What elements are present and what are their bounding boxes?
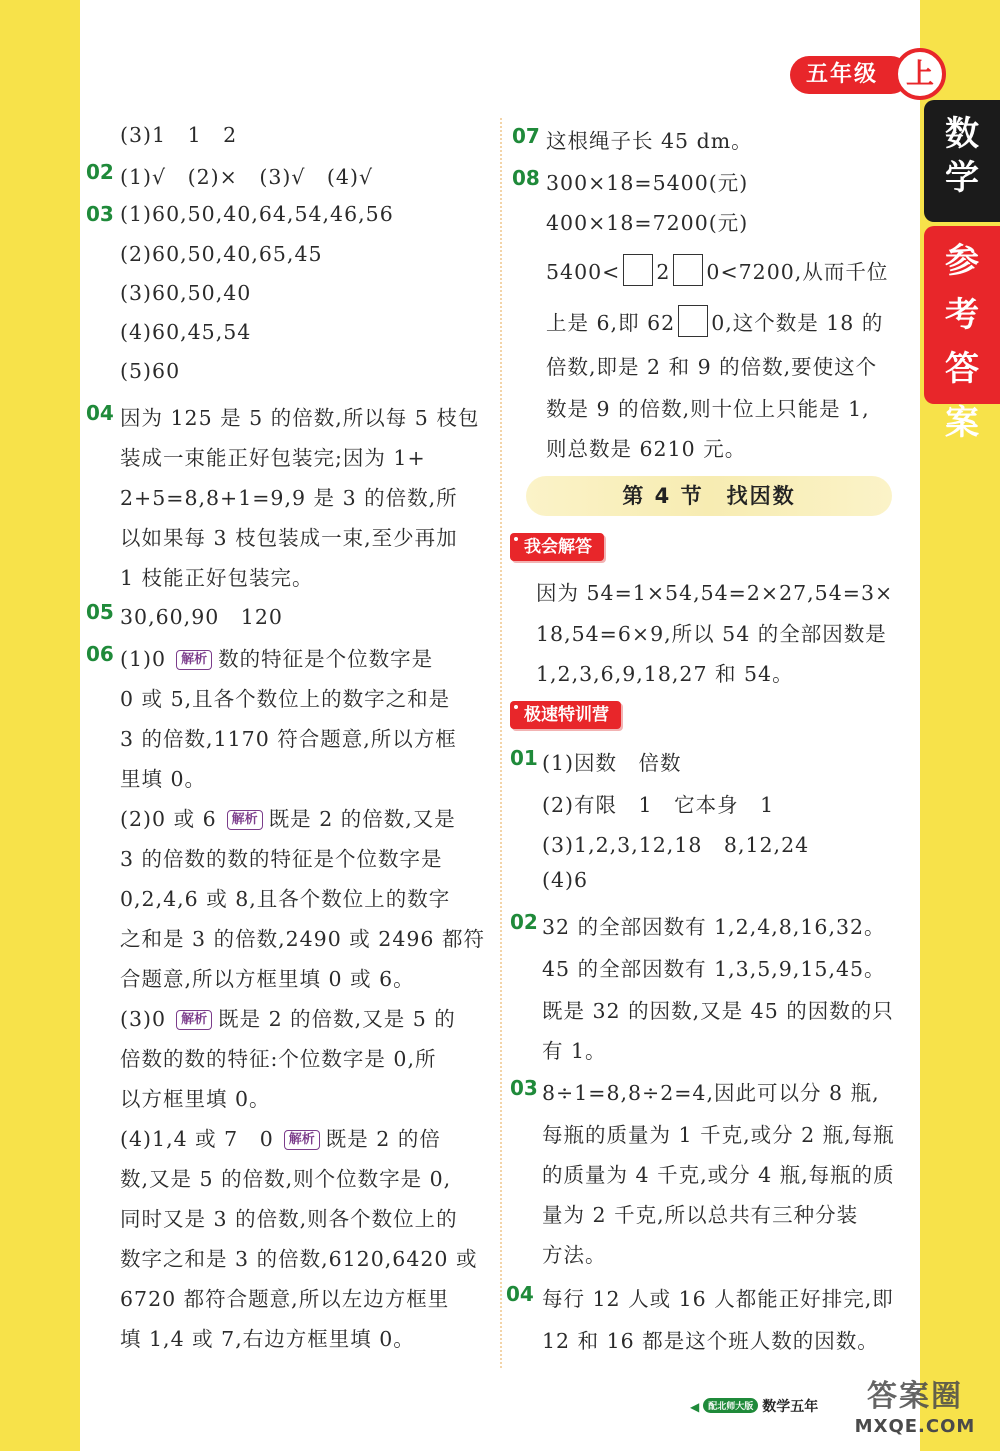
answer-line: 数是 9 的倍数,则十位上只能是 1,	[546, 397, 870, 421]
analysis-tag: 解析	[176, 1010, 212, 1030]
answer-line: 既是 32 的因数,又是 45 的因数的只	[542, 999, 894, 1023]
arrow-left-icon: ◀	[690, 1400, 700, 1414]
answer-text: 既是 2 的倍数,又是	[268, 807, 456, 831]
answer-line: (2)有限 1 它本身 1	[542, 793, 775, 817]
subject-label: 数学	[945, 114, 979, 198]
answer-line: 400×18=7200(元)	[546, 211, 749, 235]
grade-badge	[790, 52, 950, 98]
answer-text: (2)0 或 6	[120, 807, 217, 831]
question-number: 04	[506, 1282, 534, 1306]
blank-box	[623, 254, 653, 286]
answer-line: (1)60,50,40,64,54,46,56	[120, 202, 394, 226]
answer-text: 0,这个数是 18 的	[711, 311, 884, 335]
answer-line: 8÷1=8,8÷2=4,因此可以分 8 瓶,	[542, 1081, 880, 1105]
answer-line: (3)1 1 2	[120, 123, 238, 147]
answer-line: 数字之和是 3 的倍数,6120,6420 或	[120, 1247, 478, 1271]
question-number: 05	[86, 600, 114, 624]
answer-line	[546, 254, 888, 286]
answer-text: (1)0	[120, 647, 167, 671]
answer-line: 则总数是 6210 元。	[546, 437, 747, 461]
analysis-tag: 解析	[227, 810, 263, 830]
answer-line: 以如果每 3 枝包装成一束,至少再加	[120, 526, 458, 550]
column-divider	[500, 118, 502, 1368]
answer-line: 数,又是 5 的倍数,则个位数字是 0,	[120, 1167, 452, 1191]
answer-line: 0,2,4,6 或 8,且各个数位上的数字	[120, 887, 451, 911]
answer-line: 方法。	[542, 1243, 607, 1267]
question-number: 07	[512, 124, 540, 148]
answer-line: 量为 2 千克,所以总共有三种分装	[542, 1203, 859, 1227]
answer-text: 既是 2 的倍	[325, 1127, 441, 1151]
answer-line: 3 的倍数的数的特征是个位数字是	[120, 847, 443, 871]
subject-tab	[924, 100, 1000, 222]
answer-key-tab	[924, 226, 1000, 443]
blank-box	[678, 305, 708, 337]
answer-line	[120, 1002, 456, 1032]
answer-line: 同时又是 3 的倍数,则各个数位上的	[120, 1207, 458, 1231]
answer-line: 这根绳子长 45 dm。	[546, 129, 753, 153]
question-number: 02	[510, 910, 538, 934]
answer-text: 上是 6,即 62	[546, 311, 676, 335]
page-footer	[690, 1396, 818, 1420]
answer-line: 12 和 16 都是这个班人数的因数。	[542, 1329, 879, 1353]
answer-line: 有 1。	[542, 1039, 607, 1063]
ribbon-solve: 我会解答	[510, 533, 604, 561]
section-title: 第 4 节 找因数	[526, 476, 892, 516]
answer-line: 1 枝能正好包装完。	[120, 566, 314, 590]
answer-line: 以方框里填 0。	[120, 1087, 271, 1111]
answer-line: (4)60,45,54	[120, 320, 252, 344]
answer-line: 倍数的数的特征:个位数字是 0,所	[120, 1047, 437, 1071]
grade-label: 五年级	[790, 56, 910, 94]
question-number: 02	[86, 160, 114, 184]
term-label: 上	[894, 48, 946, 100]
blank-box	[673, 254, 703, 286]
question-number: 08	[512, 166, 540, 190]
answer-line: 45 的全部因数有 1,3,5,9,15,45。	[542, 957, 886, 981]
answer-line: 每行 12 人或 16 人都能正好排完,即	[542, 1287, 894, 1311]
answer-text: (4)1,4 或 7 0	[120, 1127, 274, 1151]
left-yellow-margin	[0, 0, 80, 1451]
question-number: 04	[86, 401, 114, 425]
answer-line	[546, 305, 883, 337]
question-number: 06	[86, 642, 114, 666]
answer-text: (3)0	[120, 1007, 167, 1031]
answer-line: 因为 125 是 5 的倍数,所以每 5 枝包	[120, 406, 480, 430]
analysis-tag: 解析	[176, 650, 212, 670]
answer-text: 0<7200,从而千位	[706, 260, 889, 284]
answer-line: (1)因数 倍数	[542, 751, 682, 775]
watermark-url: MXQE.COM	[854, 1416, 976, 1437]
answer-line: 里填 0。	[120, 767, 207, 791]
answer-line: 装成一束能正好包装完;因为 1+	[120, 446, 426, 470]
ribbon-training: 极速特训营	[510, 701, 621, 729]
answer-line: 合题意,所以方框里填 0 或 6。	[120, 967, 415, 991]
answer-line: (3)60,50,40	[120, 281, 252, 305]
answer-line: 1,2,3,6,9,18,27 和 54。	[536, 662, 794, 686]
answer-line: 32 的全部因数有 1,2,4,8,16,32。	[542, 915, 886, 939]
answer-line: (5)60	[120, 359, 181, 383]
answer-line: 倍数,即是 2 和 9 的倍数,要使这个	[546, 355, 878, 379]
answer-line: (1)√ (2)× (3)√ (4)√	[120, 165, 374, 189]
question-number: 03	[86, 202, 114, 226]
watermark-logo-text: 答案圈	[867, 1379, 963, 1414]
question-number: 01	[510, 746, 538, 770]
answer-line: 0 或 5,且各个数位上的数字之和是	[120, 687, 451, 711]
answer-line: 每瓶的质量为 1 千克,或分 2 瓶,每瓶	[542, 1123, 895, 1147]
answer-key-label: 参考答案	[945, 241, 979, 443]
answer-line: 之和是 3 的倍数,2490 或 2496 都符	[120, 927, 485, 951]
answer-line: 2+5=8,8+1=9,9 是 3 的倍数,所	[120, 486, 458, 510]
answer-line: 3 的倍数,1170 符合题意,所以方框	[120, 727, 457, 751]
answer-text: 2	[656, 260, 671, 284]
answer-line: 300×18=5400(元)	[546, 171, 749, 195]
answer-line: (4)6	[542, 868, 589, 892]
answer-text: 既是 2 的倍数,又是 5 的	[218, 1007, 456, 1031]
analysis-tag: 解析	[284, 1130, 320, 1150]
answer-line: 30,60,90 120	[120, 605, 283, 629]
answer-line: (2)60,50,40,65,45	[120, 242, 323, 266]
footer-text: 数学五年	[762, 1399, 819, 1415]
answer-line: (3)1,2,3,12,18 8,12,24	[542, 833, 810, 857]
answer-line: 的质量为 4 千克,或分 4 瓶,每瓶的质	[542, 1163, 895, 1187]
question-number: 03	[510, 1076, 538, 1100]
answer-line	[120, 642, 433, 672]
answer-line: 因为 54=1×54,54=2×27,54=3×	[536, 581, 894, 605]
answer-text: 5400<	[546, 260, 621, 284]
answer-line: 6720 都符合题意,所以左边方框里	[120, 1287, 450, 1311]
watermark	[840, 1378, 990, 1448]
answer-line: 18,54=6×9,所以 54 的全部因数是	[536, 622, 887, 646]
answer-line	[120, 802, 456, 832]
answer-line: 填 1,4 或 7,右边方框里填 0。	[120, 1327, 415, 1351]
answer-text: 数的特征是个位数字是	[218, 647, 434, 671]
answer-line	[120, 1122, 441, 1152]
publisher-badge: 配北师大版	[703, 1398, 758, 1413]
